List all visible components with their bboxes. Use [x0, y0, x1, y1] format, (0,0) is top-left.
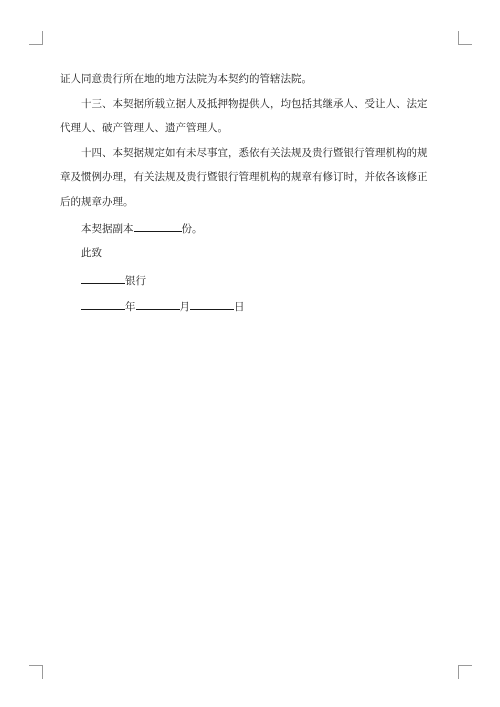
month-blank[interactable] [136, 298, 180, 310]
paragraph-article-13: 十三、本契据所载立据人及抵押物提供人，均包括其继承人、受让人、法定代理人、破产管理人、遗产管理人。 [60, 97, 428, 134]
year-blank[interactable] [81, 298, 125, 310]
document-body [60, 67, 432, 214]
bank-name-blank[interactable] [81, 272, 125, 284]
day-label: 日 [234, 301, 245, 313]
bank-suffix: 银行 [125, 275, 146, 287]
salutation: 此致 [81, 247, 102, 259]
date-line [81, 298, 245, 314]
paragraph-jurisdiction: 证人同意贵行所在地的地方法院为本契约的管辖法院。 [60, 73, 312, 85]
corner-mark-bottom-left [29, 665, 43, 679]
corner-mark-top-right [458, 31, 472, 45]
corner-mark-top-left [29, 31, 43, 45]
copies-blank[interactable] [134, 220, 182, 232]
day-blank[interactable] [190, 298, 234, 310]
year-label: 年 [125, 301, 136, 313]
copies-line [81, 220, 203, 236]
copies-prefix: 本契据副本 [81, 223, 134, 235]
copies-suffix: 份。 [181, 223, 203, 235]
bank-line [81, 272, 146, 288]
corner-mark-bottom-right [458, 665, 472, 679]
paragraph-article-14: 十四、本契据规定如有未尽事宜，悉依有关法规及贵行暨银行管理机构的规章及惯例办理，有关法规及贵行暨银行管理机构的规章有修订时，并依各该修正后的规章办理。 [60, 146, 428, 208]
month-label: 月 [179, 301, 190, 313]
